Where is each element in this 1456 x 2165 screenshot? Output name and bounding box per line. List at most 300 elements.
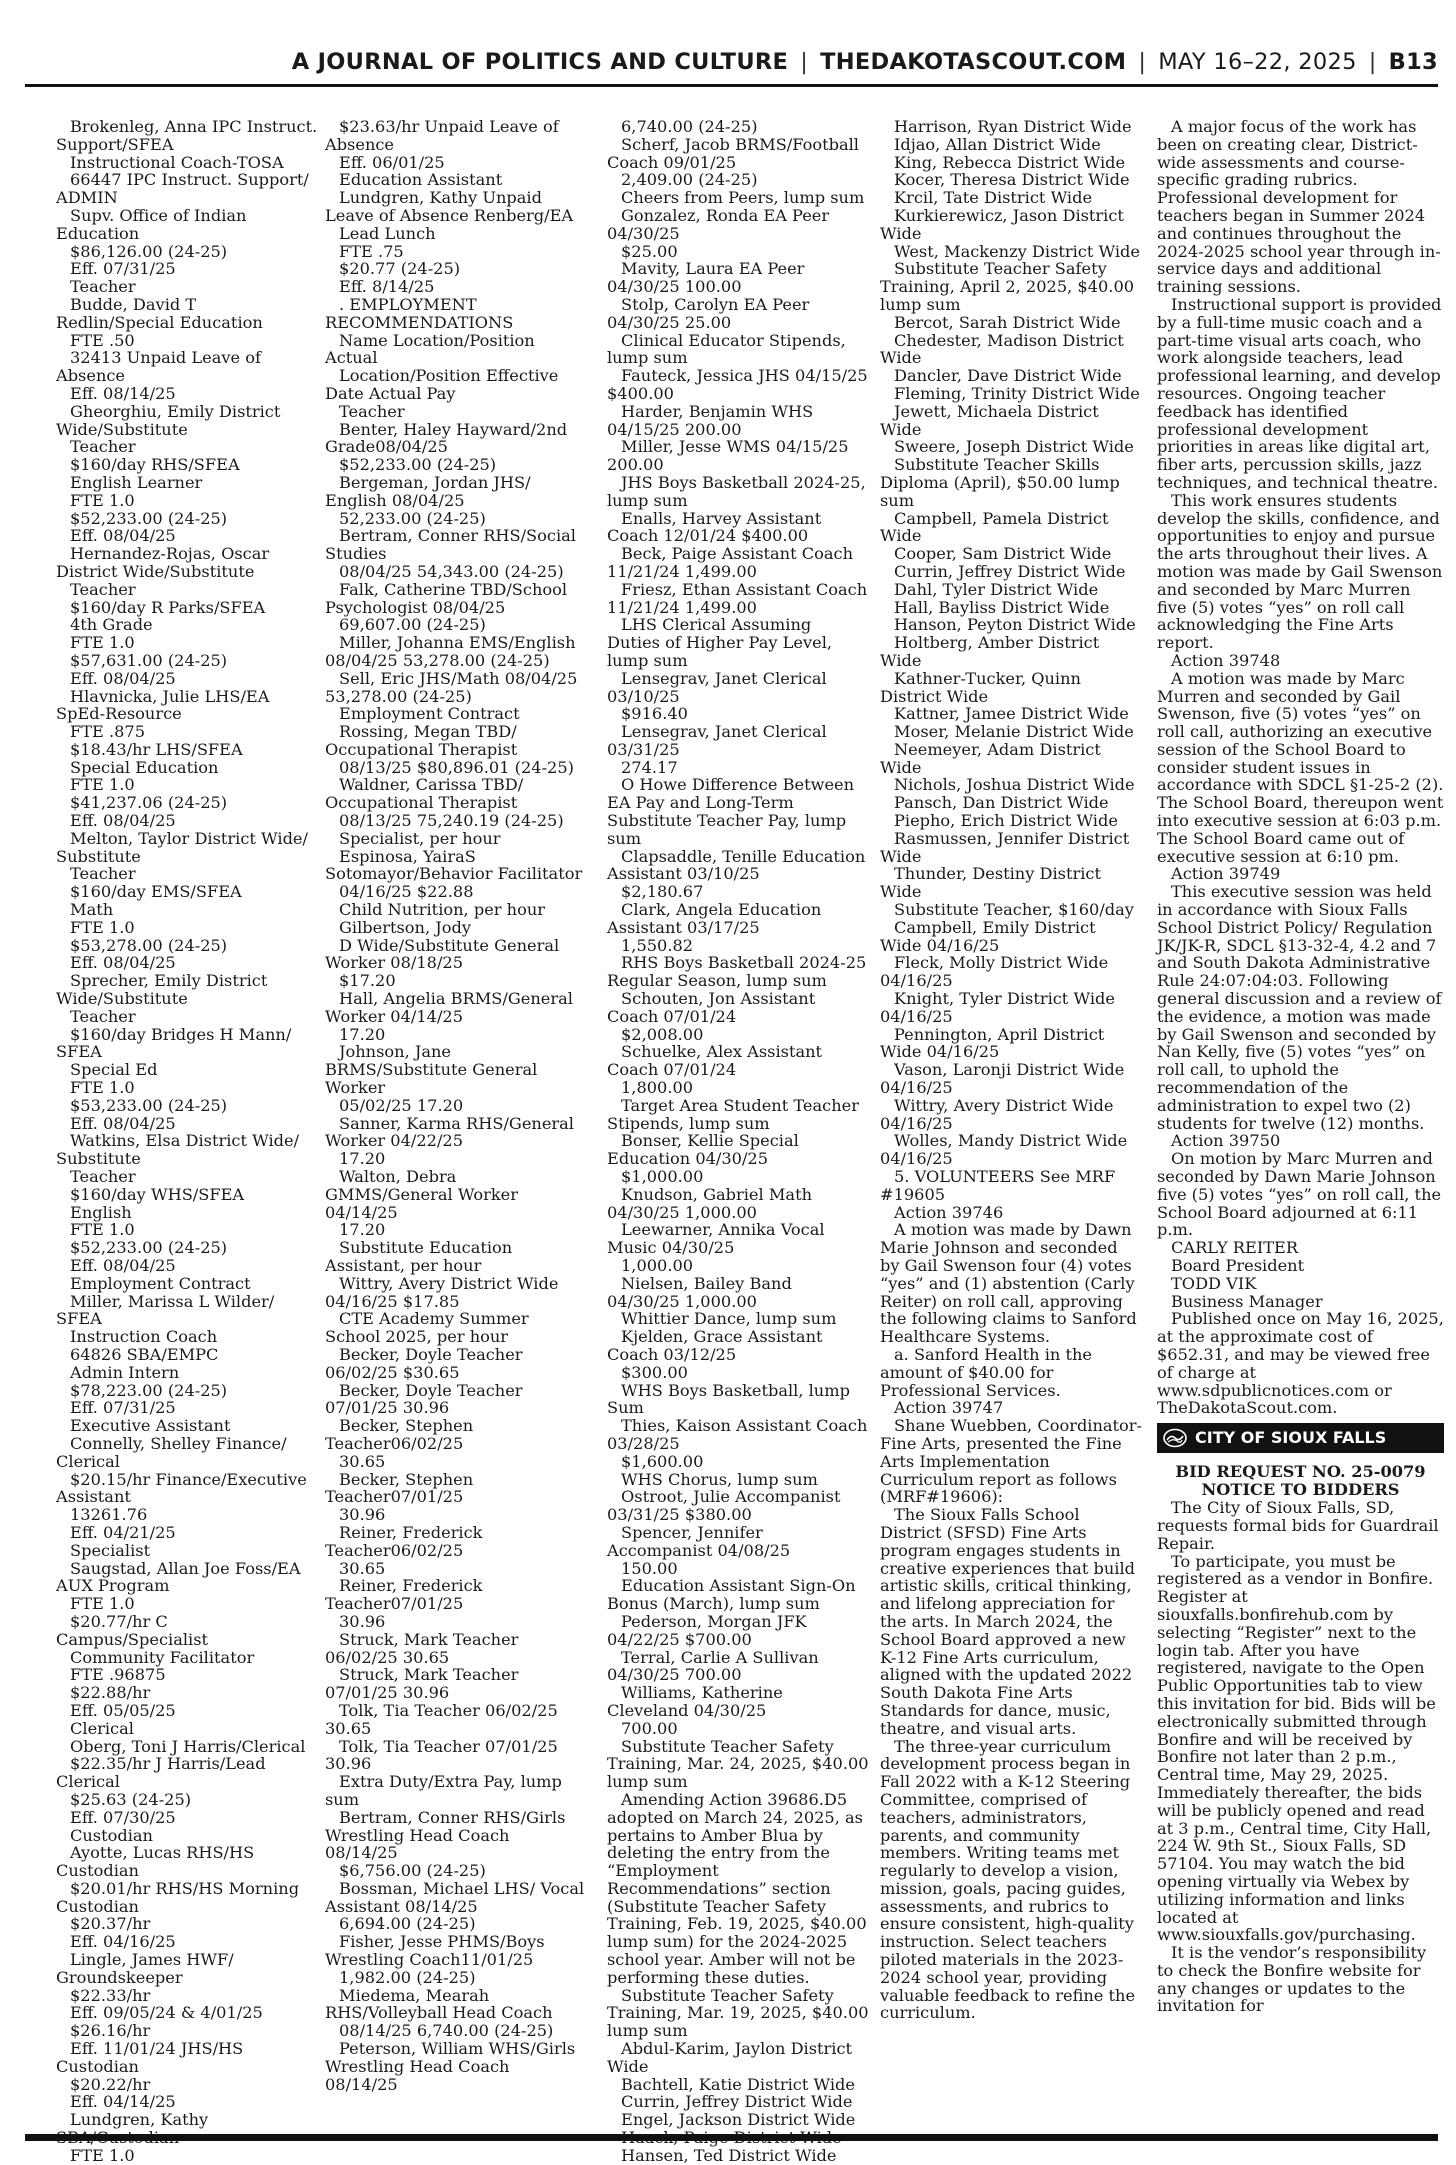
notice-line: 08/14/25 6,740.00 (24-25) xyxy=(339,2021,554,2041)
notice-line: Miller, Marissa L Wilder/ SFEA xyxy=(56,1291,280,1329)
notice-line: $1,600.00 xyxy=(621,1451,704,1471)
notice-line: Lundgren, Kathy Unpaid Leave of Absence Renberg/EA xyxy=(325,188,574,225)
notice-line: FTE .875 xyxy=(70,722,146,742)
notice-line: Campbell, Pamela District Wide xyxy=(880,508,1114,546)
notice-line: Teacher xyxy=(70,277,136,297)
notice-line: 52,233.00 (24-25) xyxy=(339,508,486,528)
notice-line: 1,982.00 (24-25) xyxy=(339,1967,476,1987)
notice-line: It is the vendor’s responsibility to check the Bonfire website for any changes or updates to the invitation for xyxy=(1157,1943,1432,2016)
notice-line: West, Mackenzy District Wide xyxy=(894,241,1140,261)
notice-line: Fleck, Molly District Wide 04/16/25 xyxy=(880,953,1114,991)
notice-line: Lundgren, Kathy xyxy=(70,2110,209,2130)
notice-line: Action 39748 xyxy=(1171,650,1281,670)
notice-line: Williams, Katherine Cleveland 04/30/25 xyxy=(607,1683,788,1720)
notice-line: 5. VOLUNTEERS See MRF #19605 xyxy=(880,1167,1121,1204)
notice-line: FTE 1.0 xyxy=(70,775,135,795)
notice-line: Rossing, Megan TBD/ Occupational Therapist xyxy=(325,722,522,759)
notice-line: Nielsen, Bailey Band 04/30/25 1,000.00 xyxy=(607,1273,797,1311)
notice-line: 30.65 xyxy=(339,1558,386,1578)
notice-line: Neemeyer, Adam District Wide xyxy=(880,739,1107,777)
notice-line: This executive session was held in accordance with Sioux Falls School District Policy/ Regulation JK/JK-R, SDCL §13-32-4, 4.2 and 7 and South Dakota Administrative Rule 24:07:04:03. Following general discussion and a review of the evidence, a motion was made by Gail Swenson and seconded by Nan Kelly, five (5) votes “yes” on roll call, to uphold the recommendation of the administration to expel two (2) students for twelve (12) months. xyxy=(1157,882,1447,1133)
notice-line: 32413 Unpaid Leave of Absence xyxy=(56,348,267,386)
notice-line: Espinosa, YairaS Sotomayor/Behavior Facilitator xyxy=(325,846,583,884)
notice-line: Waldner, Carissa TBD/ Occupational Therapist xyxy=(325,775,529,813)
column-1 xyxy=(56,117,323,2165)
notice-line: $52,233.00 (24-25) xyxy=(339,455,497,475)
notice-line: Engel, Jackson District Wide xyxy=(621,2110,856,2130)
notice-line: 150.00 xyxy=(621,1558,678,1578)
notice-line: Reiner, Frederick Teacher07/01/25 xyxy=(325,1576,488,1614)
notice-line: Holtberg, Amber District Wide xyxy=(880,633,1105,670)
notice-line: Amending Action 39686.D5 adopted on March 24, 2025, as pertains to Amber Blua by deleting the entry from the “Employment Recommendations” section (Substitute Teacher Safety Training, Feb. 19, 2025, $40.00 lump sum) for the 2024-2025 school year. Amber will not be performing these duties. xyxy=(607,1789,872,1987)
notice-line: Friesz, Ethan Assistant Coach 11/21/24 1,499.00 xyxy=(607,579,873,617)
notice-line: $6,756.00 (24-25) xyxy=(339,1861,486,1881)
notice-line: Gonzalez, Ronda EA Peer 04/30/25 xyxy=(607,205,835,243)
notice-line: Special Ed xyxy=(70,1060,158,1080)
notice-line: Sanner, Karma RHS/General Worker 04/22/25 xyxy=(325,1113,580,1151)
notice-line: Spencer, Jennifer Accompanist 04/08/25 xyxy=(607,1522,791,1560)
notice-line: The Sioux Falls School District (SFSD) Fine Arts program engages students in creative experiences that build artistic skills, critical thinking, and lifelong appreciation for the arts. In March 2024, the School Board approved a new K-12 Fine Arts curriculum, aligned with the updated 2022 South Dakota Fine Arts Standards for dance, music, theatre, and visual arts. xyxy=(880,1505,1141,1738)
notice-line: Specialist xyxy=(70,1540,151,1560)
notice-line: Bonser, Kellie Special Education 04/30/25 xyxy=(607,1131,804,1169)
notice-line: 274.17 xyxy=(621,757,678,777)
notice-line: Executive Assistant xyxy=(70,1416,231,1436)
notice-line: Action 39747 xyxy=(894,1398,1004,1418)
notice-line: JHS Boys Basketball 2024-25, lump sum xyxy=(607,472,871,510)
notice-line: Name Location/Position Actual xyxy=(325,330,540,368)
header-separator: | xyxy=(800,49,809,75)
notice-line: . EMPLOYMENT RECOMMENDATIONS xyxy=(325,294,514,332)
notice-line: Knudson, Gabriel Math 04/30/25 1,000.00 xyxy=(607,1184,818,1222)
notice-line: Eff. 09/05/24 & 4/01/25 xyxy=(70,2003,263,2023)
notice-line: English Learner xyxy=(70,472,203,492)
notice-line: Shane Wuebben, Coordinator-Fine Arts, presented the Fine Arts Implementation Curriculum report as follows (MRF#19606): xyxy=(880,1416,1143,1507)
school-board-minutes-end xyxy=(1157,117,1450,1418)
notice-line: $160/day EMS/SFEA xyxy=(70,882,242,902)
notice-line: Oberg, Toni J Harris/Clerical xyxy=(70,1736,306,1756)
notice-line: Becker, Stephen Teacher06/02/25 xyxy=(325,1416,479,1453)
notice-line: Substitute Teacher Safety Training, Mar. 24, 2025, $40.00 lump sum xyxy=(607,1736,874,1792)
notice-line: Saugstad, Allan Joe Foss/EA AUX Program xyxy=(56,1558,306,1596)
notice-line: Abdul-Karim, Jaylon District Wide xyxy=(607,2039,858,2076)
notice-line: A major focus of the work has been on creating clear, District-wide assessments and course-specific grading rubrics. Professional development for teachers began in Summer 2024 and continues throughout the 2024-2025 school year through in-service days and additional training sessions. xyxy=(1157,117,1441,297)
notice-line: CTE Academy Summer School 2025, per hour xyxy=(325,1309,534,1347)
notice-line: 6,694.00 (24-25) xyxy=(339,1914,476,1934)
notice-line: 4th Grade xyxy=(70,615,153,635)
notice-line: $53,233.00 (24-25) xyxy=(70,1095,228,1115)
notice-line: 17.20 xyxy=(339,1220,386,1240)
notice-line: A motion was made by Dawn Marie Johnson and seconded by Gail Swenson four (4) votes “yes” and (1) abstention (Carly Reiter) on roll call, approving the following claims to Sanford Healthcare Systems. xyxy=(880,1220,1142,1347)
notice-line: Fleming, Trinity District Wide xyxy=(894,383,1140,403)
notice-line: Peterson, William WHS/Girls Wrestling Head Coach 08/14/25 xyxy=(325,2039,581,2094)
notice-line: Instructional support is provided by a full-time music coach and a part-time visual arts coach, who work alongside teachers, lead professional learning, and develop resources. Ongoing teacher feedback has identified professional development priorities in areas like digital art, fiber arts, percussion skills, jazz techniques, and technical theatre. xyxy=(1157,294,1447,492)
notice-line: Sell, Eric JHS/Math 08/04/25 53,278.00 (24-25) xyxy=(325,668,583,706)
notice-line: Whittier Dance, lump sum xyxy=(621,1309,837,1329)
notice-line: Substitute Teacher Safety Training, April 2, 2025, $40.00 lump sum xyxy=(880,259,1140,314)
notice-line: Substitute Teacher Safety Training, Mar. 19, 2025, $40.00 lump sum xyxy=(607,1985,874,2041)
notice-line: Pansch, Dan District Wide xyxy=(894,793,1109,813)
notice-line: To participate, you must be registered as a vendor in Bonfire. Register at siouxfalls.bonfirehub.com by selecting “Register” next to the login tab. After you have registered, navigate to the Open Public Opportunities tab to view this invitation for bid. Bids will be electronically submitted through Bonfire and will be received by Bonfire not later than 2 p.m., Central time, May 29, 2025. Immediately thereafter, the bids will be publicly opened and read at 3 p.m., Central time, City Hall, 224 W. 9th St., Sioux Falls, SD 57104. You may watch the bid opening virtually via Webex by utilizing information and links located at www.siouxfalls.gov/purchasing. xyxy=(1157,1551,1441,1945)
notice-line: FTE 1.0 xyxy=(70,917,135,937)
notice-line: FTE 1.0 xyxy=(70,1078,135,1098)
notice-line: 69,607.00 (24-25) xyxy=(339,615,486,635)
notice-line: Eff. 08/04/25 xyxy=(70,526,176,546)
notice-line: Action 39746 xyxy=(894,1202,1004,1222)
notice-line: Hansen, Ted District Wide xyxy=(621,2145,837,2165)
notice-line: Eff. 04/14/25 xyxy=(70,2092,176,2112)
notice-line: Action 39750 xyxy=(1171,1131,1281,1151)
notice-line: Eff. 08/04/25 xyxy=(70,1256,176,1275)
notice-line: Lingle, James HWF/ Groundskeeper xyxy=(56,1950,239,1987)
notice-line: $2,180.67 xyxy=(621,882,704,902)
notice-line: Substitute Education Assistant, per hour xyxy=(325,1238,518,1275)
notice-line: WHS Chorus, lump sum xyxy=(621,1469,818,1489)
notice-line: 30.65 xyxy=(339,1451,386,1471)
notice-line: Idjao, Allan District Wide xyxy=(894,134,1101,154)
notice-line: Instructional Coach-TOSA xyxy=(70,152,284,172)
notice-line: 700.00 xyxy=(621,1718,678,1738)
notice-line: $20.77 (24-25) xyxy=(339,259,461,279)
notice-line: Bercot, Sarah District Wide xyxy=(894,312,1121,332)
notice-line: Clinical Educator Stipends, lump sum xyxy=(607,330,851,368)
notice-line: Miedema, Mearah RHS/Volleyball Head Coach xyxy=(325,1985,553,2023)
notice-line: Clapsaddle, Tenille Education Assistant 03/10/25 xyxy=(607,846,871,884)
notice-line: Scherf, Jacob BRMS/Football Coach 09/01/25 xyxy=(607,134,865,172)
bid-notice-body xyxy=(1157,1499,1444,2015)
notice-line: Hall, Angelia BRMS/General Worker 04/14/25 xyxy=(325,989,579,1026)
city-logo-icon xyxy=(1163,1428,1187,1448)
notice-line: Eff. 08/04/25 xyxy=(70,953,176,973)
notice-line: Tolk, Tia Teacher 07/01/25 30.96 xyxy=(325,1736,563,1774)
notice-line: Stolp, Carolyn EA Peer 04/30/25 25.00 xyxy=(607,294,815,332)
notice-line: Miller, Johanna EMS/English 08/04/25 53,278.00 (24-25) xyxy=(325,633,581,670)
notice-line: Admin Intern xyxy=(70,1362,180,1382)
notice-line: King, Rebecca District Wide xyxy=(894,152,1126,172)
notice-line: Lead Lunch xyxy=(339,223,436,243)
notice-line: $22.88/hr xyxy=(70,1683,151,1703)
city-of-sioux-falls-banner xyxy=(1157,1423,1444,1453)
notice-line: a. Sanford Health in the amount of $40.00 for Professional Services. xyxy=(880,1344,1098,1400)
notice-line: $2,008.00 xyxy=(621,1024,704,1044)
notice-line: 1,000.00 xyxy=(621,1256,694,1275)
notice-line: FTE .50 xyxy=(70,330,135,350)
notice-line: Currin, Jeffrey District Wide xyxy=(621,2092,853,2112)
notice-line: Jewett, Michaela District Wide xyxy=(880,401,1104,439)
notice-line: Ostroot, Julie Accompanist 03/31/25 $380.00 xyxy=(607,1487,846,1525)
notice-line: Eff. 04/16/25 xyxy=(70,1932,176,1952)
notice-line: $160/day Bridges H Mann/ SFEA xyxy=(56,1024,297,1062)
notice-line: FTE .96875 xyxy=(70,1665,166,1685)
notice-line: Becker, Doyle Teacher 06/02/25 $30.65 xyxy=(325,1344,528,1382)
notice-line: Johnson, Jane BRMS/Substitute General Worker xyxy=(325,1042,543,1098)
notice-line: Tolk, Tia Teacher 06/02/25 30.65 xyxy=(325,1700,563,1738)
notice-line: Pederson, Morgan JFK 04/22/25 $700.00 xyxy=(607,1611,812,1649)
notice-line: Walton, Debra GMMS/General Worker 04/14/25 xyxy=(325,1167,524,1222)
notice-line: 08/13/25 $80,896.01 (24-25) xyxy=(339,757,574,777)
notice-line: Board President xyxy=(1171,1256,1305,1275)
notice-line: Nichols, Joshua District Wide xyxy=(894,775,1135,795)
notice-line: Dancler, Dave District Wide xyxy=(894,366,1122,386)
notice-line: Hernandez-Rojas, Oscar District Wide/Substitute xyxy=(56,544,275,581)
notice-line: Teacher xyxy=(70,864,136,884)
journal-tagline: A JOURNAL OF POLITICS AND CULTURE xyxy=(291,49,789,75)
notice-line: Teacher xyxy=(70,1006,136,1026)
notice-line: Education Assistant xyxy=(339,170,503,190)
notice-line: $23.63/hr Unpaid Leave of Absence xyxy=(325,117,564,154)
notice-line: Brokenleg, Anna IPC Instruct. Support/SFEA xyxy=(56,117,323,154)
notice-line: Lensegrav, Janet Clerical 03/31/25 xyxy=(607,722,832,759)
notice-line: Gheorghiu, Emily District Wide/Substitute xyxy=(56,401,286,439)
issue-date: MAY 16–22, 2025 xyxy=(1158,49,1357,75)
notice-line: $26.16/hr xyxy=(70,2021,151,2041)
notice-line: Knight, Tyler District Wide 04/16/25 xyxy=(880,989,1121,1026)
notice-line: Budde, David T Redlin/Special Education xyxy=(56,294,263,332)
notice-line: 08/04/25 54,343.00 (24-25) xyxy=(339,561,564,581)
notice-line: 6,740.00 (24-25) xyxy=(621,117,758,136)
notice-line: FTE 1.0 xyxy=(70,633,135,653)
notice-line: $160/day WHS/SFEA xyxy=(70,1184,245,1204)
notice-line: Wittry, Avery District Wide 04/16/25 $17.85 xyxy=(325,1273,564,1311)
notice-line: Instruction Coach xyxy=(70,1327,218,1347)
notice-line: Extra Duty/Extra Pay, lump sum xyxy=(325,1772,568,1809)
notice-line: Benter, Haley Hayward/2nd Grade08/04/25 xyxy=(325,419,573,457)
notice-line: Leewarner, Annika Vocal Music 04/30/25 xyxy=(607,1220,830,1258)
notice-line: Teacher xyxy=(70,1167,136,1187)
notice-line: Melton, Taylor District Wide/ Substitute xyxy=(56,828,314,866)
notice-line: 1,550.82 xyxy=(621,935,694,955)
notice-line: FTE 1.0 xyxy=(70,2145,135,2165)
notice-line: This work ensures students develop the skills, confidence, and opportunities to enjoy and pursue the arts throughout their lives. A motion was made by Gail Swenson and seconded by Marc Murren five (5) votes “yes” on roll call acknowledging the Fine Arts report. xyxy=(1157,490,1448,653)
notice-line: $25.63 (24-25) xyxy=(70,1789,192,1809)
notice-line: The City of Sioux Falls, SD, requests formal bids for Guardrail Repair. xyxy=(1157,1498,1444,1553)
notice-line: Thunder, Destiny District Wide xyxy=(880,864,1107,902)
notice-line: Cooper, Sam District Wide xyxy=(894,544,1112,564)
notice-line: Bertram, Conner RHS/Social Studies xyxy=(325,526,582,564)
notice-line: Vason, Laronji District Wide 04/16/25 xyxy=(880,1060,1130,1098)
notice-line: English xyxy=(70,1202,132,1222)
notice-line: $20.15/hr Finance/Executive Assistant xyxy=(56,1469,312,1507)
notice-line: Watkins, Elsa District Wide/ Substitute xyxy=(56,1131,305,1169)
notice-line: Eff. 08/04/25 xyxy=(70,668,176,688)
notice-line: Dahl, Tyler District Wide xyxy=(894,579,1099,599)
notice-line: Cheers from Peers, lump sum xyxy=(621,188,865,208)
notice-line: D Wide/Substitute General Worker 08/18/25 xyxy=(325,935,565,973)
notice-line: TODD VIK xyxy=(1171,1273,1257,1293)
notice-line: Wittry, Avery District Wide 04/16/25 xyxy=(880,1095,1119,1133)
column-3 xyxy=(607,117,874,2165)
notice-line: Rasmussen, Jennifer District Wide xyxy=(880,828,1135,866)
header-separator: | xyxy=(1368,49,1377,75)
notice-line: Piepho, Erich District Wide xyxy=(894,811,1118,831)
site-url: THEDAKOTASCOUT.COM xyxy=(820,49,1127,75)
notice-line: $52,233.00 (24-25) xyxy=(70,508,228,528)
notice-line: Location/Position Effective Date Actual Pay xyxy=(325,366,564,403)
notice-line: Fauteck, Jessica JHS 04/15/25 $400.00 xyxy=(607,366,873,403)
notice-line: $20.37/hr xyxy=(70,1914,151,1934)
notice-line: Struck, Mark Teacher 07/01/25 30.96 xyxy=(325,1665,524,1703)
notice-line: Chedester, Madison District Wide xyxy=(880,330,1129,368)
notice-line: $17.20 xyxy=(339,971,396,991)
notice-line: Kjelden, Grace Assistant Coach 03/12/25 xyxy=(607,1327,828,1364)
notice-line: Teacher xyxy=(70,579,136,599)
notice-line: 2,409.00 (24-25) xyxy=(621,170,758,190)
notice-line: Business Manager xyxy=(1171,1291,1323,1311)
notice-line: $300.00 xyxy=(621,1362,688,1382)
notice-line: Currin, Jeffrey District Wide xyxy=(894,561,1126,581)
notice-line: Eff. 04/21/25 xyxy=(70,1522,176,1542)
notice-line: 13261.76 xyxy=(70,1505,148,1525)
notice-line: Bertram, Conner RHS/Girls Wrestling Head Coach 08/14/25 xyxy=(325,1807,571,1863)
notice-line: Clerical xyxy=(70,1718,134,1738)
notice-line: FTE .75 xyxy=(339,241,404,261)
notice-line: Teacher xyxy=(339,401,405,421)
notice-line: The three-year curriculum development process began in Fall 2022 with a K-12 Steering Committee, comprised of teachers, administrators, parents, and community members. Writing teams met regularly to develop a vision, mission, goals, pacing guides, assessments, and rubrics to ensure consistent, high-quality instruction. Select teachers piloted materials in the 2023-2024 school year, providing valuable feedback to refine the curriculum. xyxy=(880,1736,1141,2023)
notice-line: 17.20 xyxy=(339,1024,386,1044)
notice-line: 64826 SBA/EMPC xyxy=(70,1344,219,1364)
notice-line: $18.43/hr LHS/SFEA xyxy=(70,739,243,759)
notice-line: FTE 1.0 xyxy=(70,490,135,510)
notice-line: Harrison, Ryan District Wide xyxy=(894,117,1132,136)
notice-line: 08/13/25 75,240.19 (24-25) xyxy=(339,811,564,831)
notice-line: Substitute Teacher Skills Diploma (April), $50.00 lump sum xyxy=(880,455,1125,510)
notice-line: 30.96 xyxy=(339,1505,386,1525)
notice-line: 30.96 xyxy=(339,1611,386,1631)
notice-line: Sweere, Joseph District Wide xyxy=(894,437,1134,457)
notice-line: Custodian xyxy=(70,1825,153,1845)
notice-line: Eff. 08/14/25 xyxy=(70,383,176,403)
notice-line: Eff. 11/01/24 JHS/HS Custodian xyxy=(56,2039,249,2076)
notice-line: Employment Contract xyxy=(339,704,520,724)
notice-line: Becker, Stephen Teacher07/01/25 xyxy=(325,1469,479,1507)
notice-line: Harder, Benjamin WHS 04/15/25 200.00 xyxy=(607,401,819,439)
notice-line: Clark, Angela Education Assistant 03/17/25 xyxy=(607,900,827,937)
notice-line: Specialist, per hour xyxy=(339,828,501,848)
notice-line: $916.40 xyxy=(621,704,688,724)
notice-line: Wolles, Mandy District Wide 04/16/25 xyxy=(880,1131,1133,1169)
notice-line: $86,126.00 (24-25) xyxy=(70,241,228,261)
notice-line: Krcil, Tate District Wide xyxy=(894,188,1093,208)
notice-line: 05/02/25 17.20 xyxy=(339,1095,464,1115)
notice-line: 1,800.00 xyxy=(621,1078,694,1098)
notice-line: $1,000.00 xyxy=(621,1167,704,1187)
notice-line: $20.22/hr xyxy=(70,2074,151,2094)
notice-line: Terral, Carlie A Sullivan 04/30/25 700.00 xyxy=(607,1647,824,1685)
notice-line: Bossman, Michael LHS/ Vocal Assistant 08/14/25 xyxy=(325,1878,590,1916)
footer-rule xyxy=(25,2134,1438,2141)
notice-line: Kocer, Theresa District Wide xyxy=(894,170,1130,190)
notice-line: Becker, Doyle Teacher 07/01/25 30.96 xyxy=(325,1380,528,1418)
header-separator: | xyxy=(1138,49,1147,75)
notice-line: WHS Boys Basketball, lump Sum xyxy=(607,1380,856,1418)
notice-line: Teacher xyxy=(70,437,136,457)
column-2 xyxy=(325,117,590,2128)
notice-line: 04/16/25 $22.88 xyxy=(339,882,474,902)
notice-line: Target Area Student Teacher Stipends, lump sum xyxy=(607,1095,865,1133)
notice-line: $41,237.06 (24-25) xyxy=(70,793,228,813)
notice-line: Hall, Bayliss District Wide xyxy=(894,597,1110,617)
notice-line: $20.77/hr C Campus/Specialist xyxy=(56,1611,209,1649)
notice-line: O Howe Difference Between EA Pay and Long-Term Substitute Teacher Pay, lump sum xyxy=(607,775,860,848)
notice-line: Math xyxy=(70,900,114,920)
notice-line: RHS Boys Basketball 2024-25 Regular Season, lump sum xyxy=(607,953,872,991)
notice-line: Employment Contract xyxy=(70,1273,251,1293)
notice-line: Enalls, Harvey Assistant Coach 12/01/24 $400.00 xyxy=(607,508,827,546)
notice-line: Sprecher, Emily District Wide/Substitute xyxy=(56,971,273,1009)
notice-line: Eff. 05/05/25 xyxy=(70,1700,176,1720)
notice-line: 17.20 xyxy=(339,1149,386,1169)
notice-line: $20.01/hr RHS/HS Morning Custodian xyxy=(56,1878,305,1916)
notice-line: Eff. 07/31/25 xyxy=(70,1398,176,1418)
notice-line: Bachtell, Katie District Wide xyxy=(621,2074,855,2094)
notice-line: Community Facilitator xyxy=(70,1647,255,1667)
notice-line: On motion by Marc Murren and seconded by Dawn Marie Johnson five (5) votes “yes” on roll call, the School Board adjourned at 6:11 p.m. xyxy=(1157,1149,1447,1240)
notice-line: Action 39749 xyxy=(1171,864,1281,884)
page-header xyxy=(292,44,1438,80)
notice-line: $52,233.00 (24-25) xyxy=(70,1238,228,1258)
notice-line: Moser, Melanie District Wide xyxy=(894,722,1134,742)
notice-line: Schuelke, Alex Assistant Coach 07/01/24 xyxy=(607,1042,828,1080)
notice-line: Mavity, Laura EA Peer 04/30/25 100.00 xyxy=(607,259,810,297)
notice-line: Published once on May 16, 2025, at the approximate cost of $652.31, and may be viewed free of charge at www.sdpublicnotices.com or TheDakotaScout.com. xyxy=(1157,1309,1450,1418)
notice-line: Lensegrav, Janet Clerical 03/10/25 xyxy=(607,668,832,706)
notice-line: CARLY REITER xyxy=(1171,1238,1299,1258)
notice-line: $160/day R Parks/SFEA xyxy=(70,597,266,617)
notice-line: Reiner, Frederick Teacher06/02/25 xyxy=(325,1522,488,1560)
notice-line: $22.35/hr J Harris/Lead Clerical xyxy=(56,1754,271,1792)
notice-line: Campbell, Emily District Wide 04/16/25 xyxy=(880,917,1101,955)
notice-line: $57,631.00 (24-25) xyxy=(70,650,228,670)
notice-line: Gilbertson, Jody xyxy=(339,917,471,937)
notice-line: FTE 1.0 xyxy=(70,1594,135,1614)
notice-line: Eff. 08/04/25 xyxy=(70,811,176,831)
header-rule xyxy=(25,84,1438,87)
notice-line: Kattner, Jamee District Wide xyxy=(894,704,1129,724)
notice-line: Pennington, April District Wide 04/16/25 xyxy=(880,1024,1110,1062)
notice-line: $22.33/hr xyxy=(70,1985,151,2005)
notice-line: $160/day RHS/SFEA xyxy=(70,455,240,475)
notice-line: Kurkierewicz, Jason District Wide xyxy=(880,205,1130,243)
banner-label: CITY OF SIOUX FALLS xyxy=(1195,1428,1387,1448)
notice-line: A motion was made by Marc Murren and seconded by Gail Swenson, five (5) votes “yes” on roll call, authorizing an executive session of the School Board to consider student issues in accordance with SDCL §1-25-2 (2). The School Board, thereupon went into executive session at 6:03 p.m. The School Board came out of executive session at 6:10 pm. xyxy=(1157,668,1449,866)
notice-line: LHS Clerical Assuming Duties of Higher Pay Level, lump sum xyxy=(607,615,838,670)
notice-line: Child Nutrition, per hour xyxy=(339,900,545,920)
notice-line: Bergeman, Jordan JHS/ English 08/04/25 xyxy=(325,472,536,510)
notice-line: Eff. 07/30/25 xyxy=(70,1807,176,1827)
legal-notices-columns xyxy=(56,117,1450,2165)
column-4 xyxy=(880,118,1142,2128)
notice-line: $78,223.00 (24-25) xyxy=(70,1380,228,1400)
notice-line: Miller, Jesse WMS 04/15/25 200.00 xyxy=(607,437,854,475)
notice-line: $25.00 xyxy=(621,241,678,261)
notice-line: Eff. 8/14/25 xyxy=(339,277,435,297)
notice-line: Struck, Mark Teacher 06/02/25 30.65 xyxy=(325,1629,524,1667)
notice-line: Special Education xyxy=(70,757,219,777)
notice-line: Falk, Catherine TBD/School Psychologist 08/04/25 xyxy=(325,579,573,617)
notice-line: Thies, Kaison Assistant Coach 03/28/25 xyxy=(607,1416,873,1453)
notice-line: Fisher, Jesse PHMS/Boys Wrestling Coach11/01/25 xyxy=(325,1932,550,1970)
notice-line: Beck, Paige Assistant Coach 11/21/24 1,499.00 xyxy=(607,544,859,581)
notice-line: Connelly, Shelley Finance/ Clerical xyxy=(56,1433,292,1471)
notice-line: Supv. Office of Indian Education xyxy=(56,205,252,243)
page-number: B13 xyxy=(1388,49,1438,75)
notice-line: FTE 1.0 xyxy=(70,1220,135,1240)
notice-line: Kathner-Tucker, Quinn District Wide xyxy=(880,668,1087,706)
column-5 xyxy=(1157,117,1450,2128)
notice-line: Schouten, Jon Assistant Coach 07/01/24 xyxy=(607,989,821,1026)
notice-line: Substitute Teacher, $160/day xyxy=(894,900,1134,920)
notice-line: $53,278.00 (24-25) xyxy=(70,935,228,955)
notice-line: Education Assistant Sign-On Bonus (March), lump sum xyxy=(607,1576,861,1614)
